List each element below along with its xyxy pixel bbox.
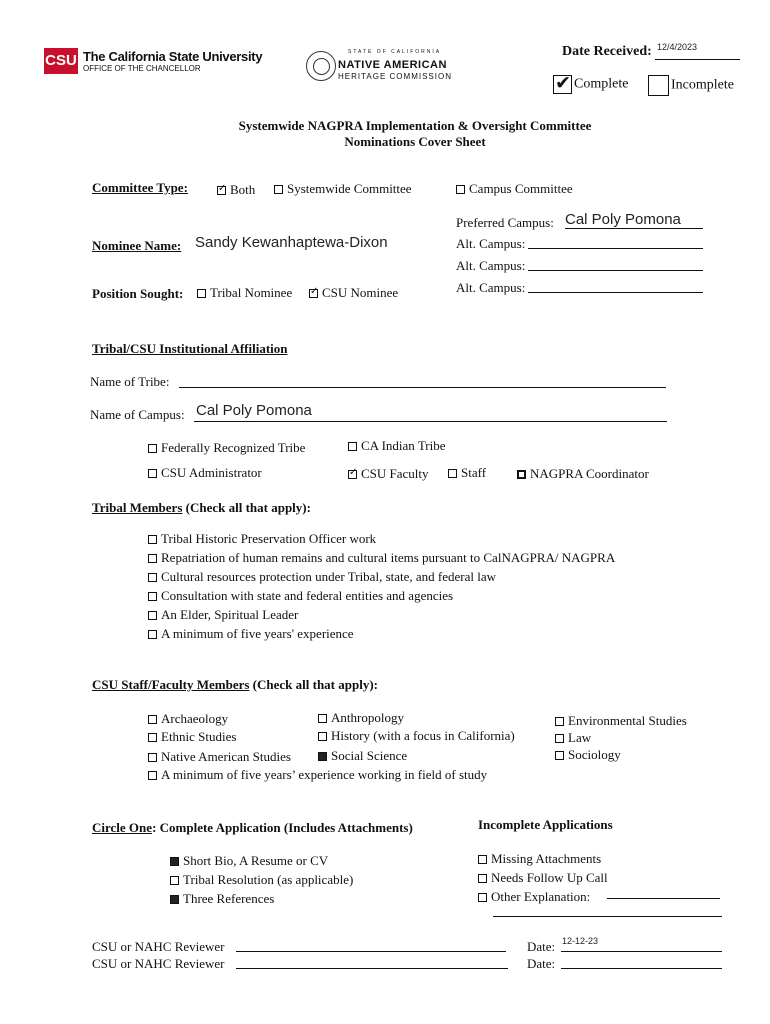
option-label: Law [568,730,592,745]
list-item[interactable] [148,624,615,643]
checkbox-icon [148,771,157,780]
complete-application-heading [92,820,413,836]
checkbox-icon [148,554,157,563]
nahc-line2: HERITAGE COMMISSION [338,72,452,81]
checkbox-checked-icon [217,186,226,195]
item-label: Repatriation of human remains and cultural items pursuant to CalNAGPRA/ NAGPRA [161,550,616,565]
incomplete-box-icon [648,75,669,96]
tribe-name-field[interactable] [179,375,666,388]
list-item[interactable] [148,529,615,548]
option-label: Sociology [568,747,621,762]
ca-tribe-option[interactable] [348,438,446,454]
option-label: Ethnic Studies [161,729,237,744]
csu-name: The California State University [83,49,263,64]
law-option[interactable] [555,730,591,746]
nahc-state: STATE OF CALIFORNIA [348,49,442,55]
nominee-name-label: Nominee Name: [92,238,182,253]
item-label: Consultation with state and federal entities and agencies [161,588,454,603]
option-label: Social Science [331,748,408,763]
checkbox-icon [170,876,179,885]
alt-campus-field-3[interactable] [528,280,703,293]
environmental-option[interactable] [555,713,687,729]
item-label: Cultural resources protection under Tribal, state, and federal law [161,569,497,584]
preferred-campus-value: Cal Poly Pomona [565,211,681,228]
three-refs-option[interactable] [170,889,353,908]
follow-up-option[interactable] [478,868,608,887]
missing-attachments-option[interactable] [478,849,608,868]
heading-text: CSU Staff/Faculty Members [92,677,250,692]
item-label: An Elder, Spiritual Leader [161,607,299,622]
heading-text: Tribal Members [92,500,183,515]
option-label: Staff [461,465,487,480]
checkbox-icon [456,185,465,194]
option-label: Federally Recognized Tribe [161,440,306,455]
checkbox-icon [555,717,564,726]
incomplete-checkbox[interactable] [648,75,734,96]
option-label: Systemwide Committee [287,181,412,196]
checkbox-icon [148,733,157,742]
incomplete-application-list [478,849,608,906]
alt-campus-label: Alt. Campus: [456,280,526,295]
alt-campus-label: Alt. Campus: [456,258,526,273]
checkbox-icon [148,444,157,453]
short-bio-option[interactable] [170,851,353,870]
option-label: CSU Faculty [361,466,429,481]
position-sought-label: Position Sought: [92,286,184,301]
ethnic-option[interactable] [148,729,236,745]
campus-name-field[interactable] [194,402,667,422]
nahc-line1: NATIVE AMERICAN [338,59,447,71]
checkbox-icon [478,874,487,883]
tribe-name-label: Name of Tribe: [90,374,170,389]
committee-campus-option[interactable] [456,181,573,197]
committee-type-label: Committee Type: [92,180,188,195]
list-item[interactable] [148,548,615,567]
nahc-seal-icon [306,51,336,81]
affiliation-heading: Tribal/CSU Institutional Affiliation [92,341,288,356]
date-received-label: Date Received: [562,44,652,59]
fed-tribe-option[interactable] [148,440,305,456]
date-received-value: 12/4/2023 [657,42,698,52]
option-label: Missing Attachments [491,851,602,866]
option-label: Three References [183,891,275,906]
checkbox-icon [148,469,157,478]
option-label: Environmental Studies [568,713,687,728]
complete-check-icon [553,75,572,94]
checkbox-icon [274,185,283,194]
complete-application-list [170,851,353,908]
checkbox-icon [148,753,157,762]
checkbox-icon [478,893,487,902]
checkbox-icon [148,573,157,582]
nagpra-coord-option[interactable] [517,466,649,482]
checkbox-checked-icon [309,289,318,298]
preferred-campus-field[interactable] [565,211,703,229]
anthropology-option[interactable] [318,710,404,726]
date-label-1: Date: [527,939,556,954]
native-american-option[interactable] [148,749,291,765]
history-option[interactable] [318,728,515,744]
other-explanation-field[interactable] [607,886,720,899]
checkbox-icon [555,751,564,760]
date-label-2: Date: [527,956,556,971]
nominee-name-value[interactable]: Sandy Kewanhaptewa-Dixon [195,234,388,251]
option-label: Needs Follow Up Call [491,870,608,885]
campus-name-label: Name of Campus: [90,407,185,422]
option-label: Tribal Nominee [210,285,293,300]
checkbox-icon [148,630,157,639]
date-field-2[interactable] [561,956,722,969]
option-label: Other Explanation: [491,889,591,904]
social-science-option[interactable] [318,748,407,764]
checkbox-icon [318,714,327,723]
option-label: CSU Nominee [322,285,399,300]
option-label: History (with a focus in California) [331,728,515,743]
list-item[interactable] [148,605,615,624]
page-subtitle: Nominations Cover Sheet [344,134,486,149]
list-item[interactable] [148,567,615,586]
checkbox-icon [517,470,526,479]
sociology-option[interactable] [555,747,621,763]
option-label: Campus Committee [469,181,573,196]
csu-admin-option[interactable] [148,465,262,481]
heading-note: (Check all that apply): [249,677,378,692]
circle-one-text: Circle One [92,820,153,835]
date-field-1[interactable] [561,936,722,952]
incomplete-applications-heading: Incomplete Applications [478,817,613,832]
csu-faculty-option[interactable] [348,466,429,482]
date-received-field[interactable] [655,42,740,60]
committee-both-option[interactable] [217,182,255,198]
checkbox-icon [318,732,327,741]
reviewer-field-1[interactable] [236,939,506,952]
position-tribal-option[interactable] [197,285,292,301]
heading-note: (Check all that apply): [182,500,311,515]
incomplete-label: Incomplete [671,77,734,93]
checkbox-filled-icon [170,895,179,904]
csu-office: OFFICE OF THE CHANCELLOR [83,64,201,73]
checkbox-icon [148,535,157,544]
complete-checkbox[interactable] [553,75,628,94]
checkbox-icon [448,469,457,478]
checkbox-icon [348,442,357,451]
reviewer-field-2[interactable] [236,956,508,969]
option-label: Tribal Resolution (as applicable) [183,872,354,887]
option-label: A minimum of five years’ experience working in field of study [161,767,488,782]
alt-campus-label: Alt. Campus: [456,236,526,251]
option-label: Archaeology [161,711,229,726]
checkbox-icon [197,289,206,298]
option-label: Both [230,182,256,197]
position-csu-option[interactable] [309,285,398,301]
checkbox-filled-icon [170,857,179,866]
alt-campus-field-1[interactable] [528,236,703,249]
staff-option[interactable] [448,465,486,481]
checkbox-checked-icon [348,470,357,479]
complete-label: Complete [574,76,629,92]
item-label: Tribal Historic Preservation Officer work [161,531,377,546]
option-label: CA Indian Tribe [361,438,446,453]
tribal-resolution-option[interactable] [170,870,353,889]
reviewer-label-1: CSU or NAHC Reviewer [92,939,225,954]
campus-name-value: Cal Poly Pomona [196,402,312,419]
checkbox-icon [148,592,157,601]
checkbox-icon [478,855,487,864]
page-title: Systemwide NAGPRA Implementation & Oversight Committee [238,118,592,133]
item-label: A minimum of five years' experience [161,626,354,641]
option-label: Anthropology [331,710,404,725]
option-label: Short Bio, A Resume or CV [183,853,329,868]
experience-option[interactable] [148,767,487,783]
csu-members-heading [92,677,378,693]
checkbox-icon [148,611,157,620]
tribal-members-heading [92,500,311,516]
checkbox-filled-icon [318,752,327,761]
alt-campus-field-2[interactable] [528,258,703,271]
checkbox-icon [555,734,564,743]
tribal-members-list [148,529,615,643]
other-explanation-field-2[interactable] [493,904,722,917]
checkbox-icon [148,715,157,724]
committee-systemwide-option[interactable] [274,181,412,197]
date-value-1: 12-12-23 [562,936,599,946]
option-label: Native American Studies [161,749,291,764]
heading-text: : Complete Application (Includes Attachments) [152,820,413,835]
archaeology-option[interactable] [148,711,228,727]
csu-logo-mark: CSU [44,48,78,74]
option-label: CSU Administrator [161,465,262,480]
option-label: NAGPRA Coordinator [530,466,649,481]
preferred-campus-label: Preferred Campus: [456,215,554,230]
reviewer-label-2: CSU or NAHC Reviewer [92,956,225,971]
list-item[interactable] [148,586,615,605]
